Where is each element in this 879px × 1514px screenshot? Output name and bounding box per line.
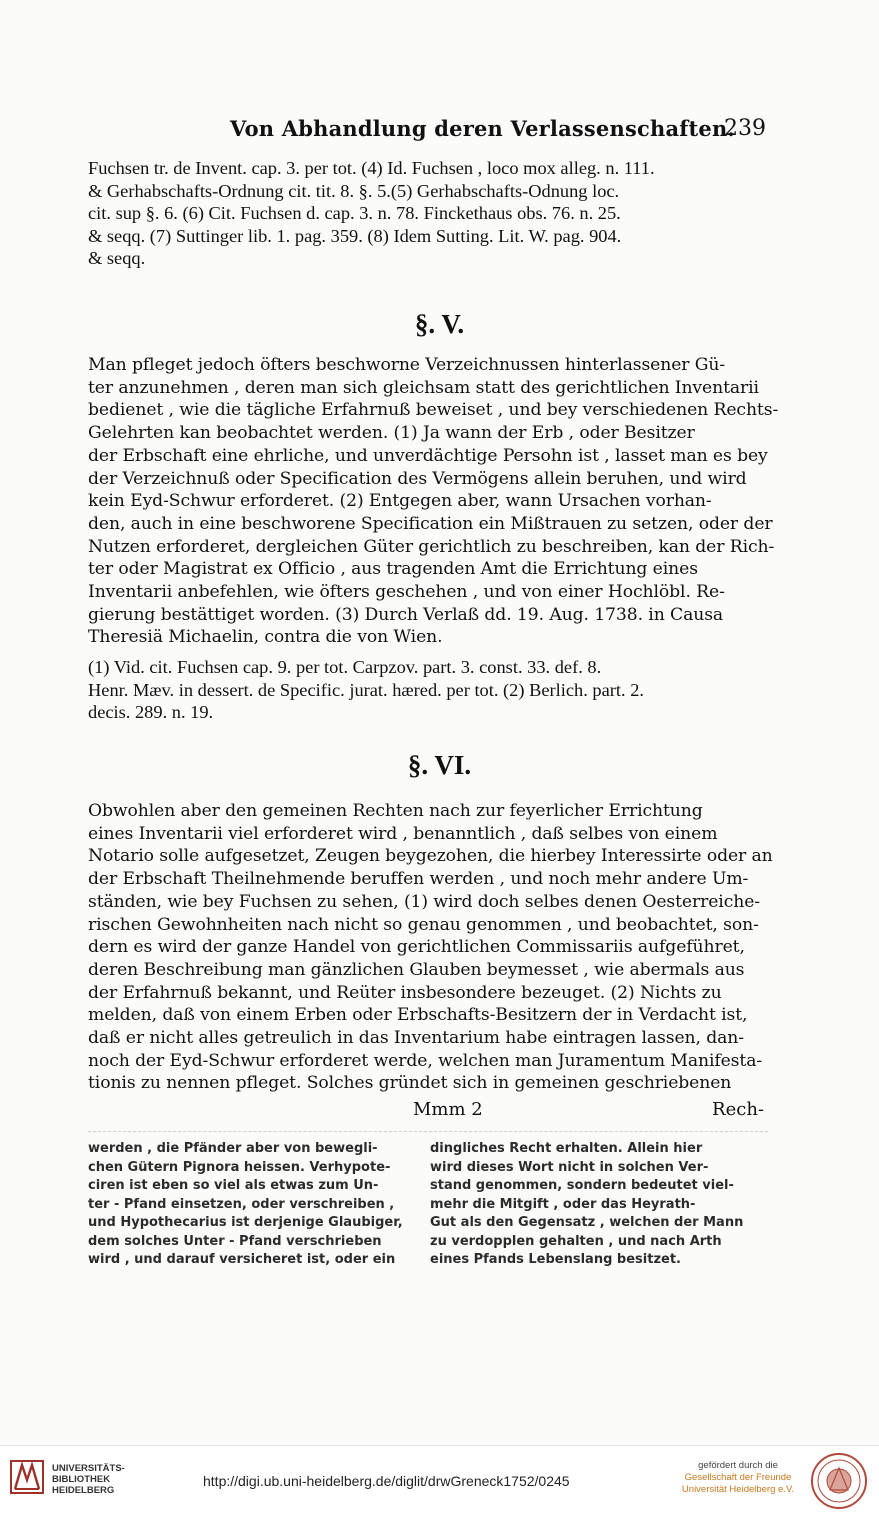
signature-line xyxy=(88,1099,768,1125)
footnotes-top xyxy=(88,157,768,270)
footnotes-middle xyxy=(88,656,768,724)
text-line: den, auch in eine beschworene Specification ein Mißtrauen zu setzen, oder der xyxy=(88,513,773,534)
university-library-logo-icon[interactable] xyxy=(10,1460,44,1494)
section-heading-v: §. V. xyxy=(414,309,465,339)
bleed-line: stand genommen, sondern bedeutet viel- xyxy=(430,1178,734,1193)
section-vi-text xyxy=(88,800,773,1095)
text-line: Inventarii anbefehlen, wie öfters geschehen , und von einer Hochlöbl. Re- xyxy=(88,582,725,603)
bleed-line: Gut als den Gegensatz , welchen der Mann xyxy=(430,1215,744,1230)
bleed-line: eines Pfands Lebenslang besitzet. xyxy=(430,1252,681,1267)
note-line: cit. sup §. 6. (6) Cit. Fuchsen d. cap. 3. n. 78. Finckethaus obs. 76. n. 25. xyxy=(88,203,621,223)
text-line: ter anzunehmen , deren man sich gleichsam statt des gerichtlichen Inventarii xyxy=(88,377,759,398)
running-title: Von Abhandlung deren Verlassenschaften. xyxy=(230,116,735,141)
signature-mark: Mmm 2 xyxy=(413,1099,483,1120)
text-line: ter oder Magistrat ex Officio , aus tragenden Amt die Errichtung eines xyxy=(88,559,698,580)
note-line: (1) Vid. cit. Fuchsen cap. 9. per tot. Carpzov. part. 3. const. 33. def. 8. xyxy=(88,657,602,677)
text-line: der Erbschaft eine ehrliche, und unverdächtige Persohn ist , lasset man es bey xyxy=(88,445,768,466)
library-name: UNIVERSITÄTS- BIBLIOTHEK HEIDELBERG xyxy=(52,1463,125,1496)
text-line: der Verzeichnuß oder Specification des Vermögens allein beruhen, und wird xyxy=(88,468,747,489)
text-line: daß er nicht alles getreulich in das Inventarium habe eintragen lassen, dan- xyxy=(88,1028,744,1049)
sponsor-name: Universität Heidelberg e.V. xyxy=(681,1484,795,1495)
viewer-footer xyxy=(0,1445,879,1514)
text-line: tionis zu nennen pfleget. Solches gründet sich in gemeinen geschriebenen xyxy=(88,1073,732,1094)
text-line: Theresiä Michaelin, contra die von Wien. xyxy=(88,627,443,648)
text-line: Gelehrten kan beobachtet werden. (1) Ja wann der Erb , oder Besitzer xyxy=(88,423,695,444)
text-line: bedienet , wie die tägliche Erfahrnuß beweiset , und bey verschiedenen Rechts- xyxy=(88,400,779,421)
bleed-line: chen Gütern Pignora heissen. Verhypote- xyxy=(88,1159,391,1175)
bleed-line: dem solches Unter - Pfand verschrieben xyxy=(88,1233,382,1249)
bleed-line: werden , die Pfänder aber von bewegli- xyxy=(88,1141,378,1156)
bleed-line: ter - Pfand einsetzen, oder verschreiben , xyxy=(88,1196,395,1212)
note-line: Henr. Mæv. in dessert. de Specific. jurat. hæred. per tot. (2) Berlich. part. 2. xyxy=(88,679,645,700)
text-line: eines Inventarii viel erforderet wird , benanntlich , daß selbes von einem xyxy=(88,823,718,844)
page-number: 239 xyxy=(724,116,766,141)
bleed-line: wird dieses Wort nicht in solchen Ver- xyxy=(430,1159,709,1175)
bleed-line: wird , und darauf versicheret ist, oder ein xyxy=(88,1252,396,1267)
note-line: & seqq. xyxy=(88,248,146,268)
sponsor-name: Gesellschaft der Freunde xyxy=(684,1472,792,1483)
text-line: kein Eyd-Schwur erforderet. (2) Entgegen aber, wann Ursachen vorhan- xyxy=(88,491,712,512)
permalink-url[interactable]: http://digi.ub.uni-heidelberg.de/diglit/drwGreneck1752/0245 xyxy=(203,1473,570,1489)
text-line: deren Beschreibung man gänzlichen Glauben beymesset , wie abermals aus xyxy=(88,959,745,980)
bleed-line: mehr die Mitgift , oder das Heyrath- xyxy=(430,1196,696,1212)
text-line: ständen, wie bey Fuchsen zu sehen, (1) wird doch selbes denen Oesterreiche- xyxy=(88,891,760,912)
text-line: Man pfleget jedoch öfters beschworne Verzeichnussen hinterlassener Gü- xyxy=(88,355,726,375)
running-head xyxy=(90,116,770,150)
text-line: melden, daß von einem Erben oder Erbschafts-Besitzern der in Verdacht ist, xyxy=(88,1005,748,1026)
bleed-column-right xyxy=(430,1140,760,1270)
section-heading-vi: §. VI. xyxy=(407,750,472,780)
text-line: der Erfahrnuß bekannt, und Reüter insbesondere bezeuget. (2) Nichts zu xyxy=(88,982,722,1003)
text-line: Obwohlen aber den gemeinen Rechten nach zur feyerlicher Errichtung xyxy=(88,801,703,821)
text-line: noch der Eyd-Schwur erforderet werde, welchen man Juramentum Manifesta- xyxy=(88,1050,763,1071)
bleed-line: ciren ist eben so viel als etwas zum Un- xyxy=(88,1178,379,1193)
text-line: gierung bestättiget worden. (3) Durch Verlaß dd. 19. Aug. 1738. in Causa xyxy=(88,604,724,625)
text-line: der Erbschaft Theilnehmende beruffen werden , und noch mehr andere Um- xyxy=(88,869,749,890)
divider xyxy=(88,1131,768,1132)
bleed-column-left xyxy=(88,1140,418,1270)
note-line: & seqq. (7) Suttinger lib. 1. pag. 359. (8) Idem Sutting. Lit. W. pag. 904. xyxy=(88,225,622,246)
bleed-line: zu verdopplen gehalten , und nach Arth xyxy=(430,1233,722,1249)
text-line: dern es wird der ganze Handel von gerichtlichen Commissariis aufgeführet, xyxy=(88,937,745,958)
sponsor-credit xyxy=(678,1460,798,1496)
catchword: Rech- xyxy=(712,1099,764,1120)
text-line: rischen Gewohnheiten nach nicht so genau genommen , und beobachtet, son- xyxy=(88,914,759,935)
university-seal-icon xyxy=(810,1452,868,1510)
bleed-line: und Hypothecarius ist derjenige Glaubiger, xyxy=(88,1215,403,1230)
sponsor-intro: gefördert durch die xyxy=(698,1460,778,1471)
note-line: decis. 289. n. 19. xyxy=(88,702,214,722)
note-line: & Gerhabschafts-Ordnung cit. tit. 8. §. 5.(5) Gerhabschafts-Odnung loc. xyxy=(88,180,620,201)
text-line: Notario solle aufgesetzet, Zeugen beygezohen, die hierbey Interessirte oder an xyxy=(88,846,773,867)
text-line: Nutzen erforderet, dergleichen Güter gerichtlich zu beschreiben, kan der Rich- xyxy=(88,536,775,557)
note-line: Fuchsen tr. de Invent. cap. 3. per tot. (4) Id. Fuchsen , loco mox alleg. n. 111. xyxy=(88,158,655,178)
bleed-line: dingliches Recht erhalten. Allein hier xyxy=(430,1141,703,1156)
section-v-text xyxy=(88,354,779,649)
